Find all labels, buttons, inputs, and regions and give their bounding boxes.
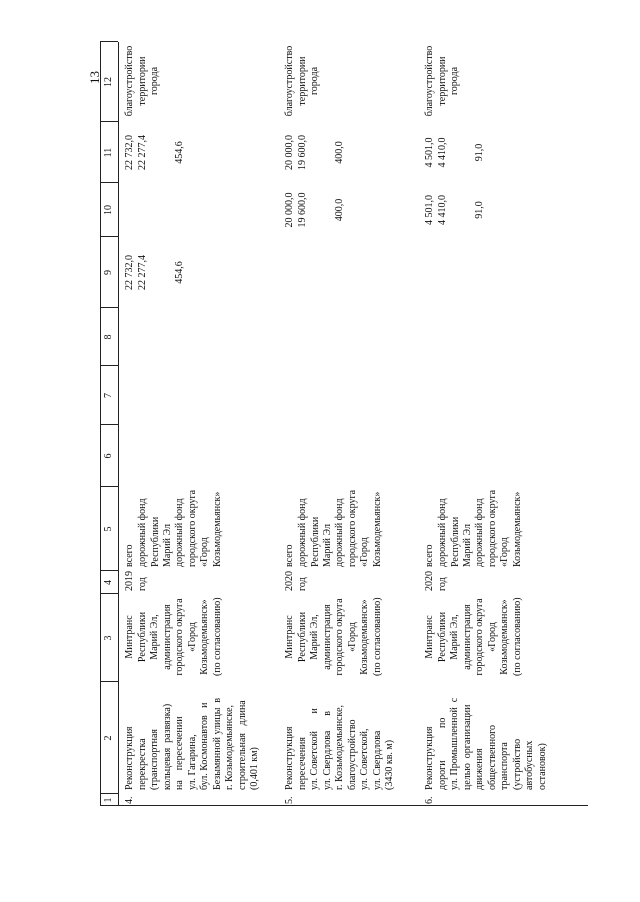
row-amount: 400,0: [334, 141, 345, 164]
row-executor: Минтранс Республики Марий Эл, администрация городского округа «Город Козьмодемьянск» (по согласованию): [284, 597, 383, 676]
row-amount: 19 600,0: [297, 192, 308, 228]
row-purpose: благоустройство территории города: [124, 45, 160, 117]
header-col-number: 3: [103, 635, 114, 641]
row-amount: 400,0: [334, 198, 345, 222]
header-bottom-line: [118, 42, 119, 806]
row-amount: 454,6: [174, 261, 185, 284]
row-amount: 22 732,0: [124, 255, 135, 290]
row-amount: 22 732,0: [124, 135, 135, 170]
header-col-number: 12: [103, 77, 114, 87]
row-object-name: Реконструкция перекрестка (транспортная кольцевая развязка) на пересечении ул. Гагарина, бул. Космонавтов и Безымянной улицы в г. Козьмодемьянске, строительная длина (0,401 км): [124, 697, 260, 790]
row-funding-source: дорожный фонд Республики Марий Эл: [297, 498, 333, 567]
header-col-number: 8: [103, 334, 114, 340]
row-object-name: Реконструкция пересечения ул. Советской и ул. Свердлова в г. Козьмодемьянске, благоустройство ул. Советской, ул. Свердлова (3430 кв. м): [284, 704, 395, 790]
row-executor: Минтранс Республики Марий Эл, администрация городского округа «Город Козьмодемьянск» (по согласованию): [124, 597, 223, 676]
header-col-number: 5: [103, 526, 114, 532]
row-funding-source: дорожный фонд Республики Марий Эл: [437, 498, 473, 567]
row-funding-source: всего: [424, 544, 435, 567]
header-col-number: 6: [103, 453, 114, 459]
row-number: 6.: [424, 796, 435, 804]
row-amount: 91,0: [474, 201, 485, 219]
row-amount: 4 410,0: [437, 137, 448, 168]
row-amount: 454,6: [174, 141, 185, 164]
row-amount: 4 410,0: [437, 195, 448, 225]
row-funding-source: дорожный фонд городского округа «Город Козьмодемьянск»: [174, 489, 223, 567]
row-funding-source: всего: [284, 544, 295, 567]
row-amount: 19 600,0: [297, 135, 308, 170]
header-col-number: 7: [103, 393, 114, 398]
row-funding-source: дорожный фонд городского округа «Город Козьмодемьянск»: [474, 489, 523, 567]
row-number: 5.: [284, 796, 295, 804]
row-object-name: Реконструкция дороги по ул. Промышленной с целью организации движения общественного транспорта (устройство автобусных остановок): [424, 697, 548, 790]
row-funding-source: дорожный фонд городского округа «Город Козьмодемьянск»: [334, 489, 383, 567]
header-col-number: 10: [103, 205, 114, 215]
row-amount: 91,0: [474, 143, 485, 162]
row-purpose: благоустройство территории города: [424, 45, 460, 117]
table-left-border: [118, 805, 588, 806]
header-col-number: 9: [103, 270, 114, 275]
row-amount: 22 277,4: [137, 135, 148, 170]
header-col-number: 11: [103, 147, 114, 158]
row-amount: 4 501,0: [424, 137, 435, 168]
header-col-number: 4: [103, 580, 114, 585]
row-funding-source: всего: [124, 544, 135, 567]
row-number: 4.: [124, 796, 135, 804]
row-year: 2019 год: [124, 571, 148, 591]
row-amount: 4 501,0: [424, 195, 435, 225]
page-number: 13: [87, 71, 102, 84]
row-executor: Минтранс Республики Марий Эл, администрация городского округа «Город Козьмодемьянск» (по согласованию): [424, 597, 523, 676]
header-col-number: 2: [103, 735, 114, 741]
row-funding-source: дорожный фонд Республики Марий Эл: [137, 498, 173, 567]
row-amount: 20 000,0: [284, 192, 295, 228]
row-amount: 22 277,4: [137, 255, 148, 290]
row-year: 2020 год: [284, 571, 308, 591]
row-purpose: благоустройство территории города: [284, 45, 320, 117]
row-amount: 20 000,0: [284, 135, 295, 170]
header-col-number: 1: [103, 797, 114, 803]
row-year: 2020 год: [424, 571, 448, 591]
